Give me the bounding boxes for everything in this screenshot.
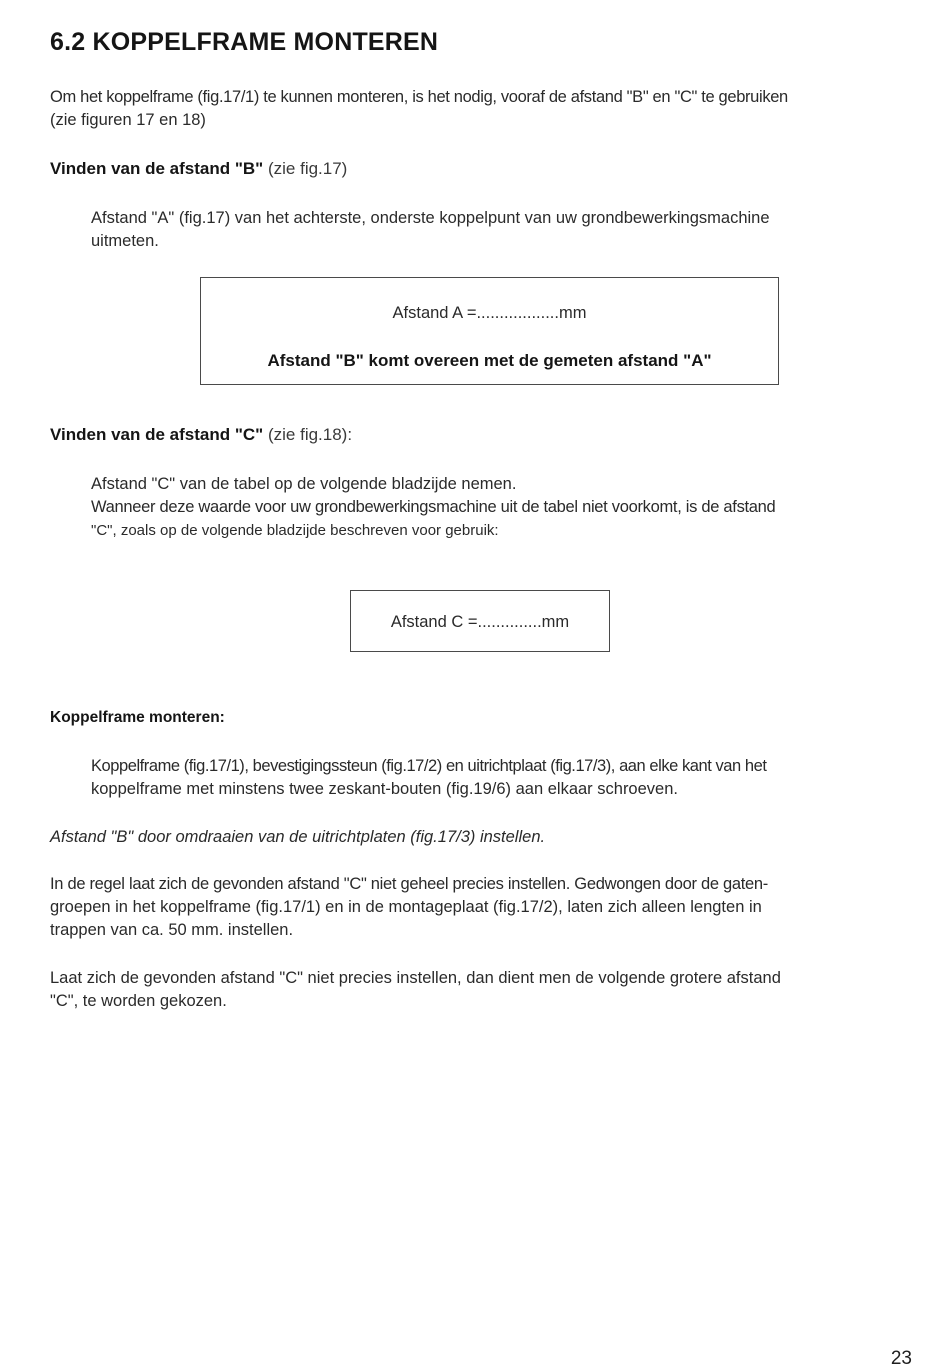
heading-distance-b-ref: (zie fig.17)	[267, 159, 348, 178]
adjust-note-line-3: trappen van ca. 50 mm. instellen.	[50, 921, 294, 939]
heading-distance-b	[50, 159, 347, 179]
intro-paragraph	[50, 86, 920, 132]
distance-c-line-1: Afstand "C" van de tabel op de volgende bladzijde nemen.	[91, 475, 517, 493]
heading-distance-c-label: Vinden van de afstand "C"	[50, 425, 264, 444]
intro-line-2: (zie figuren 17 en 18)	[50, 111, 206, 129]
distance-c-field: Afstand C =..............mm	[390, 613, 570, 631]
heading-mount-frame: Koppelframe monteren:	[50, 709, 225, 726]
adjust-note-line-1: In de regel laat zich de gevonden afstand "C" niet geheel precies instellen. Gedwongen door de gaten-	[50, 875, 769, 893]
larger-distance-paragraph	[50, 967, 920, 1013]
page-number: 23	[890, 1348, 912, 1369]
larger-distance-line-1: Laat zich de gevonden afstand "C" niet precies instellen, dan dient men de volgende grotere afstand	[50, 969, 781, 987]
adjust-note-line-2: groepen in het koppelframe (fig.17/1) en in de montageplaat (fig.17/2), laten zich alleen lengten in	[50, 898, 762, 916]
distance-b-equals-a-note: Afstand "B" komt overeen met de gemeten afstand "A"	[267, 351, 712, 370]
adjust-distance-b-paragraph: Afstand "B" door omdraaien van de uitrichtplaten (fig.17/3) instellen.	[50, 828, 546, 846]
distance-c-text	[91, 473, 921, 542]
distance-c-box	[350, 590, 610, 652]
heading-distance-c	[50, 425, 352, 445]
mount-instruction	[91, 755, 921, 801]
distance-b-text-line-2: uitmeten.	[91, 232, 159, 250]
distance-a-box	[200, 277, 779, 385]
distance-c-line-2: Wanneer deze waarde voor uw grondbewerkingsmachine uit de tabel niet voorkomt, is de afstand	[91, 498, 776, 516]
heading-distance-c-ref: (zie fig.18):	[267, 425, 353, 444]
mount-line-2: koppelframe met minstens twee zeskant-bouten (fig.19/6) aan elkaar schroeven.	[91, 780, 678, 798]
mount-line-1: Koppelframe (fig.17/1), bevestigingssteun (fig.17/2) en uitrichtplaat (fig.17/3), aan elke kant van het	[91, 757, 767, 775]
section-title: 6.2 KOPPELFRAME MONTEREN	[50, 28, 439, 56]
intro-line-1: Om het koppelframe (fig.17/1) te kunnen monteren, is het nodig, vooraf de afstand "B" en "C" te gebruiken	[50, 88, 788, 106]
larger-distance-line-2: "C", te worden gekozen.	[50, 992, 227, 1010]
distance-b-text-line-1: Afstand "A" (fig.17) van het achterste, onderste koppelpunt van uw grondbewerkingsmachine	[91, 209, 770, 227]
distance-c-line-3: "C", zoals op de volgende bladzijde beschreven voor gebruik:	[91, 522, 499, 539]
distance-a-field: Afstand A =..................mm	[392, 304, 587, 322]
adjust-note-paragraph	[50, 873, 920, 942]
distance-b-text	[91, 207, 921, 253]
heading-distance-b-label: Vinden van de afstand "B"	[50, 159, 264, 178]
